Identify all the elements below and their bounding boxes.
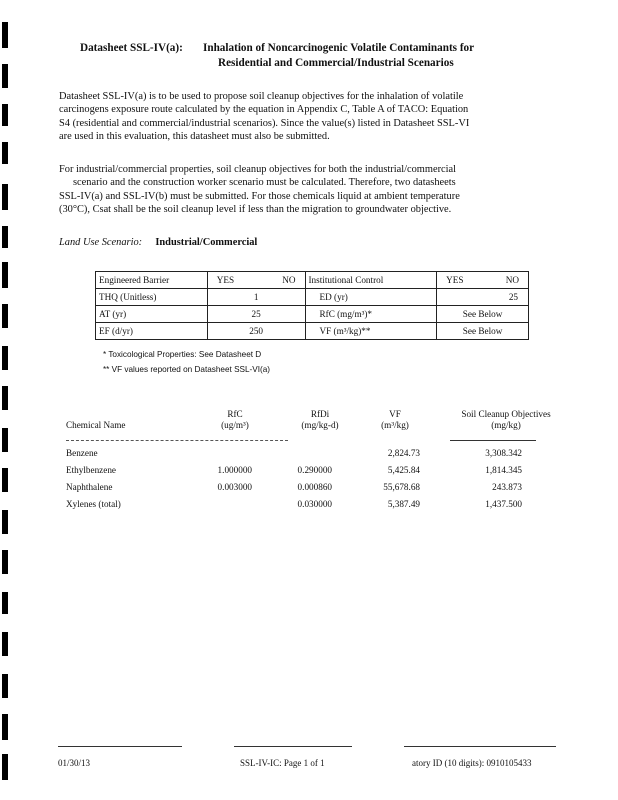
footnote-toxicological: * Toxicological Properties: See Datasheet D (103, 350, 262, 359)
header-divider (450, 440, 536, 441)
chemical-name: Naphthalene (66, 482, 113, 492)
col-header-rfc-title: RfC (227, 409, 243, 419)
binder-mark (2, 64, 8, 88)
parameter-table (95, 271, 529, 340)
vf-cell: 5,425.84 (387, 465, 420, 475)
page-title-line-1: Inhalation of Noncarcinogenic Volatile Contaminants for (203, 42, 475, 54)
binder-mark (2, 104, 8, 126)
vf-cell: 55,678.68 (383, 482, 420, 492)
footer-rule (58, 746, 182, 747)
col-header-vf (365, 409, 425, 431)
binder-mark (2, 226, 8, 248)
rfc-cell: 0.003000 (217, 482, 252, 492)
sco-cell: 243.873 (492, 482, 522, 492)
col-header-rfdi-title: RfDi (310, 409, 330, 419)
col-header-rfc-unit: (ug/m³) (221, 420, 249, 430)
industrial-line: scenario and the construction worker scenario must be calculated. Therefore, two datasheets (73, 177, 456, 189)
institutional-control-no[interactable]: NO (505, 275, 519, 285)
col-header-sco-title: Soil Cleanup Objectives (461, 409, 551, 419)
intro-line: Datasheet SSL-IV(a) is to be used to propose soil cleanup objectives for the inhalation of volatile (59, 91, 464, 102)
binder-mark (2, 262, 8, 288)
binder-mark (2, 754, 8, 780)
land-use-row (59, 236, 257, 249)
binder-mark (2, 714, 8, 740)
binder-mark (2, 674, 8, 698)
sco-cell: 1,814.345 (485, 465, 522, 475)
ef-label: EF (d/yr) (96, 323, 208, 340)
rfdi-cell: 0.030000 (297, 499, 332, 509)
binder-mark (2, 550, 8, 574)
col-header-vf-title: VF (389, 409, 401, 419)
header-divider (66, 440, 288, 441)
binder-mark (2, 184, 8, 210)
rfc-label: RfC (mg/m³)* (305, 306, 437, 323)
rfdi-cell: 0.000860 (297, 482, 332, 492)
ed-value: 25 (437, 289, 529, 306)
binder-mark (2, 142, 8, 164)
at-value: 25 (207, 306, 305, 323)
rfc-value: See Below (437, 306, 529, 323)
datasheet-label: Datasheet SSL-IV(a): (80, 42, 183, 54)
ef-value: 250 (207, 323, 305, 340)
col-header-chemical-name: Chemical Name (66, 420, 126, 430)
col-header-sco-unit: (mg/kg) (491, 420, 521, 430)
col-header-soil-cleanup (446, 409, 566, 431)
industrial-line: SSL-IV(a) and SSL-IV(b) must be submitted. For those chemicals liquid at ambient temperature (59, 190, 460, 202)
vf-value: See Below (437, 323, 529, 340)
footer-rule (234, 746, 352, 747)
binder-mark (2, 592, 8, 614)
institutional-control-options (437, 272, 529, 289)
engineered-barrier-options (207, 272, 305, 289)
footer-id: atory ID (10 digits): 0910105433 (412, 758, 532, 768)
thq-label: THQ (Unitless) (96, 289, 208, 306)
land-use-label: Land Use Scenario: (59, 237, 143, 248)
col-header-vf-unit: (m³/kg) (381, 420, 409, 430)
engineered-barrier-label: Engineered Barrier (96, 272, 208, 289)
sco-cell: 1,437.500 (485, 499, 522, 509)
footer-date: 01/30/13 (58, 758, 91, 768)
footer-rule (404, 746, 556, 747)
chemical-name: Ethylbenzene (66, 465, 116, 475)
vf-label: VF (m³/kg)** (305, 323, 437, 340)
col-header-rfc (205, 409, 265, 431)
parameter-row (96, 289, 529, 306)
engineered-barrier-no[interactable]: NO (282, 275, 296, 285)
binder-mark (2, 632, 8, 656)
binder-mark (2, 386, 8, 410)
land-use-value: Industrial/Commercial (155, 237, 258, 248)
binder-mark (2, 428, 8, 452)
ed-label: ED (yr) (305, 289, 437, 306)
vf-cell: 2,824.73 (387, 448, 420, 458)
col-header-rfdi-unit: (mg/kg-d) (301, 420, 339, 430)
rfc-cell: 1.000000 (217, 465, 252, 475)
page-title-line-2: Residential and Commercial/Industrial Scenarios (218, 57, 454, 69)
col-header-rfdi (285, 409, 355, 431)
binder-mark (2, 22, 8, 48)
intro-line: S4 (residential and commercial/industrial scenarios). Since the value(s) listed in Datasheet SSL-VI (59, 117, 470, 129)
binder-mark (2, 468, 8, 492)
institutional-control-yes[interactable]: YES (446, 275, 464, 285)
thq-value: 1 (207, 289, 305, 306)
binder-mark (2, 346, 8, 370)
intro-line: carcinogens exposure route calculated by the equation in Appendix C, Table A of TACO: Equation (59, 104, 469, 116)
binder-mark (2, 304, 8, 328)
parameter-row (96, 272, 529, 289)
binder-mark (2, 510, 8, 534)
parameter-row (96, 323, 529, 340)
institutional-control-label: Institutional Control (305, 272, 437, 289)
chemical-name: Benzene (66, 448, 98, 458)
industrial-paragraph (59, 163, 460, 217)
intro-line: are used in this evaluation, this datasheet must also be submitted. (59, 131, 330, 143)
footer-page-number: SSL-IV-IC: Page 1 of 1 (240, 758, 325, 768)
vf-cell: 5,387.49 (387, 499, 420, 509)
parameter-row (96, 306, 529, 323)
industrial-line: For industrial/commercial properties, soil cleanup objectives for both the industrial/commercial (59, 164, 457, 175)
at-label: AT (yr) (96, 306, 208, 323)
rfdi-cell: 0.290000 (297, 465, 332, 475)
sco-cell: 3,308.342 (485, 448, 522, 458)
chemical-name: Xylenes (total) (66, 499, 121, 509)
footnote-vf: ** VF values reported on Datasheet SSL-VI(a) (103, 365, 271, 374)
intro-paragraph (59, 90, 469, 144)
industrial-line: (30°C), Csat shall be the soil cleanup level if less than the migration to groundwater objective. (59, 204, 452, 216)
engineered-barrier-yes[interactable]: YES (216, 275, 235, 285)
